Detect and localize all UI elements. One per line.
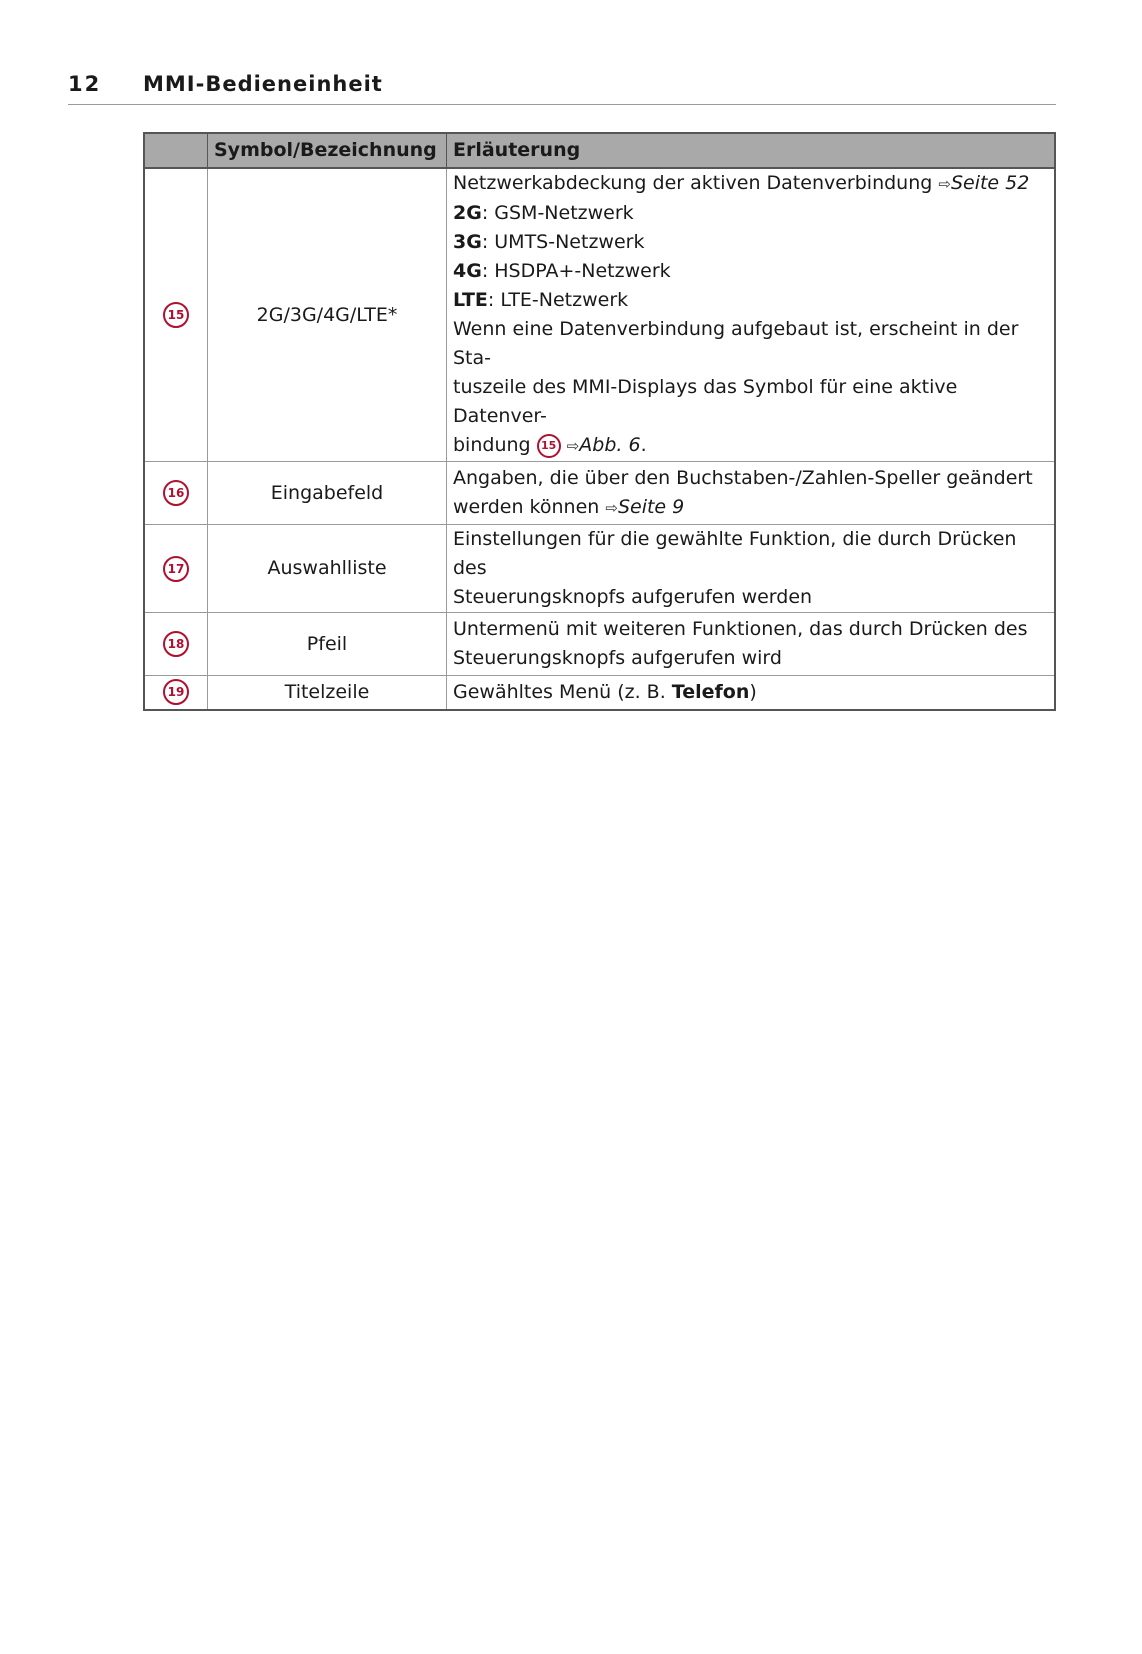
explanation-line: Wenn eine Datenverbindung aufgebaut ist, erscheint in der Sta- — [453, 318, 1019, 369]
network-line — [453, 228, 1048, 257]
network-code: 2G — [453, 202, 482, 224]
explanation-line: Steuerungsknopfs aufgerufen werden — [453, 586, 813, 608]
explanation-line: Steuerungsknopfs aufgerufen wird — [453, 647, 782, 669]
explanation-text: Netzwerkabdeckung der aktiven Datenverbindung — [453, 172, 933, 194]
symbol-cell: Eingabefeld — [208, 462, 447, 525]
page-reference: Seite 52 — [950, 172, 1030, 194]
explanation-line: Einstellungen für die gewählte Funktion, die durch Drücken des — [453, 528, 1017, 579]
explanation-cell — [447, 462, 1056, 525]
header-number-col — [144, 133, 208, 168]
row-number-cell — [144, 613, 208, 676]
network-label: : HSDPA+-Netzwerk — [481, 260, 671, 282]
explanation-line: tuszeile des MMI-Displays das Symbol für eine aktive Datenver- — [453, 376, 958, 427]
row-number-cell — [144, 168, 208, 462]
explanation-line: Untermenü mit weiteren Funktionen, das durch Drücken des — [453, 618, 1028, 640]
row-number-cell — [144, 462, 208, 525]
network-code: 4G — [453, 260, 482, 282]
menu-name: Telefon — [671, 680, 750, 703]
callout-number-badge: 19 — [163, 679, 189, 705]
callout-number-badge: 16 — [163, 480, 189, 506]
callout-number-badge: 15 — [163, 302, 189, 328]
explanation-cell — [447, 525, 1056, 613]
table-row — [144, 613, 1055, 676]
page-header — [68, 66, 1056, 105]
explanation-text: werden können — [453, 495, 600, 518]
network-label: : GSM-Netzwerk — [481, 202, 634, 224]
figure-reference: Abb. 6 — [579, 434, 641, 456]
table-header-row — [144, 133, 1055, 168]
callout-number-badge: 15 — [537, 434, 561, 458]
explanation-cell — [447, 676, 1056, 710]
explanation-cell — [447, 168, 1056, 462]
callout-number-badge: 18 — [163, 631, 189, 657]
punctuation: ) — [749, 680, 757, 703]
page-reference: Seite 9 — [617, 495, 685, 518]
table-row — [144, 462, 1055, 525]
header-explanation-col: Erläuterung — [447, 133, 1056, 168]
reference-arrow-icon: ⇨ — [938, 175, 951, 193]
explanation-line: Angaben, die über den Buchstaben-/Zahlen-Speller geändert — [453, 466, 1033, 489]
explanation-cell — [447, 613, 1056, 676]
network-label: : UMTS-Netzwerk — [481, 231, 645, 253]
table-row — [144, 525, 1055, 613]
page-number: 12 — [68, 72, 102, 96]
explanation-line — [453, 493, 1048, 523]
network-line — [453, 286, 1048, 315]
table-row — [144, 168, 1055, 462]
symbol-cell: Pfeil — [208, 613, 447, 676]
explanation-text: Gewähltes Menü (z. B. — [453, 680, 666, 703]
row-number-cell — [144, 676, 208, 710]
header-symbol-col: Symbol/Bezeichnung — [208, 133, 447, 168]
network-label: : LTE-Netzwerk — [487, 289, 629, 311]
network-code: 3G — [453, 231, 482, 253]
explanation-line — [453, 431, 1048, 461]
symbol-cell: 2G/3G/4G/LTE* — [208, 168, 447, 462]
punctuation: . — [640, 434, 647, 456]
explanation-line — [453, 169, 1048, 199]
network-line — [453, 199, 1048, 228]
network-line — [453, 257, 1048, 286]
callout-number-badge: 17 — [163, 556, 189, 582]
network-code: LTE — [453, 289, 488, 311]
section-title: MMI-Bedieneinheit — [143, 72, 383, 96]
symbol-cell: Titelzeile — [208, 676, 447, 710]
row-number-cell — [144, 525, 208, 613]
symbol-cell: Auswahlliste — [208, 525, 447, 613]
reference-arrow-icon: ⇨ — [566, 437, 580, 455]
reference-arrow-icon: ⇨ — [605, 498, 618, 517]
explanation-text: bindung — [453, 434, 531, 456]
legend-table — [143, 132, 1056, 711]
table-row — [144, 676, 1055, 710]
